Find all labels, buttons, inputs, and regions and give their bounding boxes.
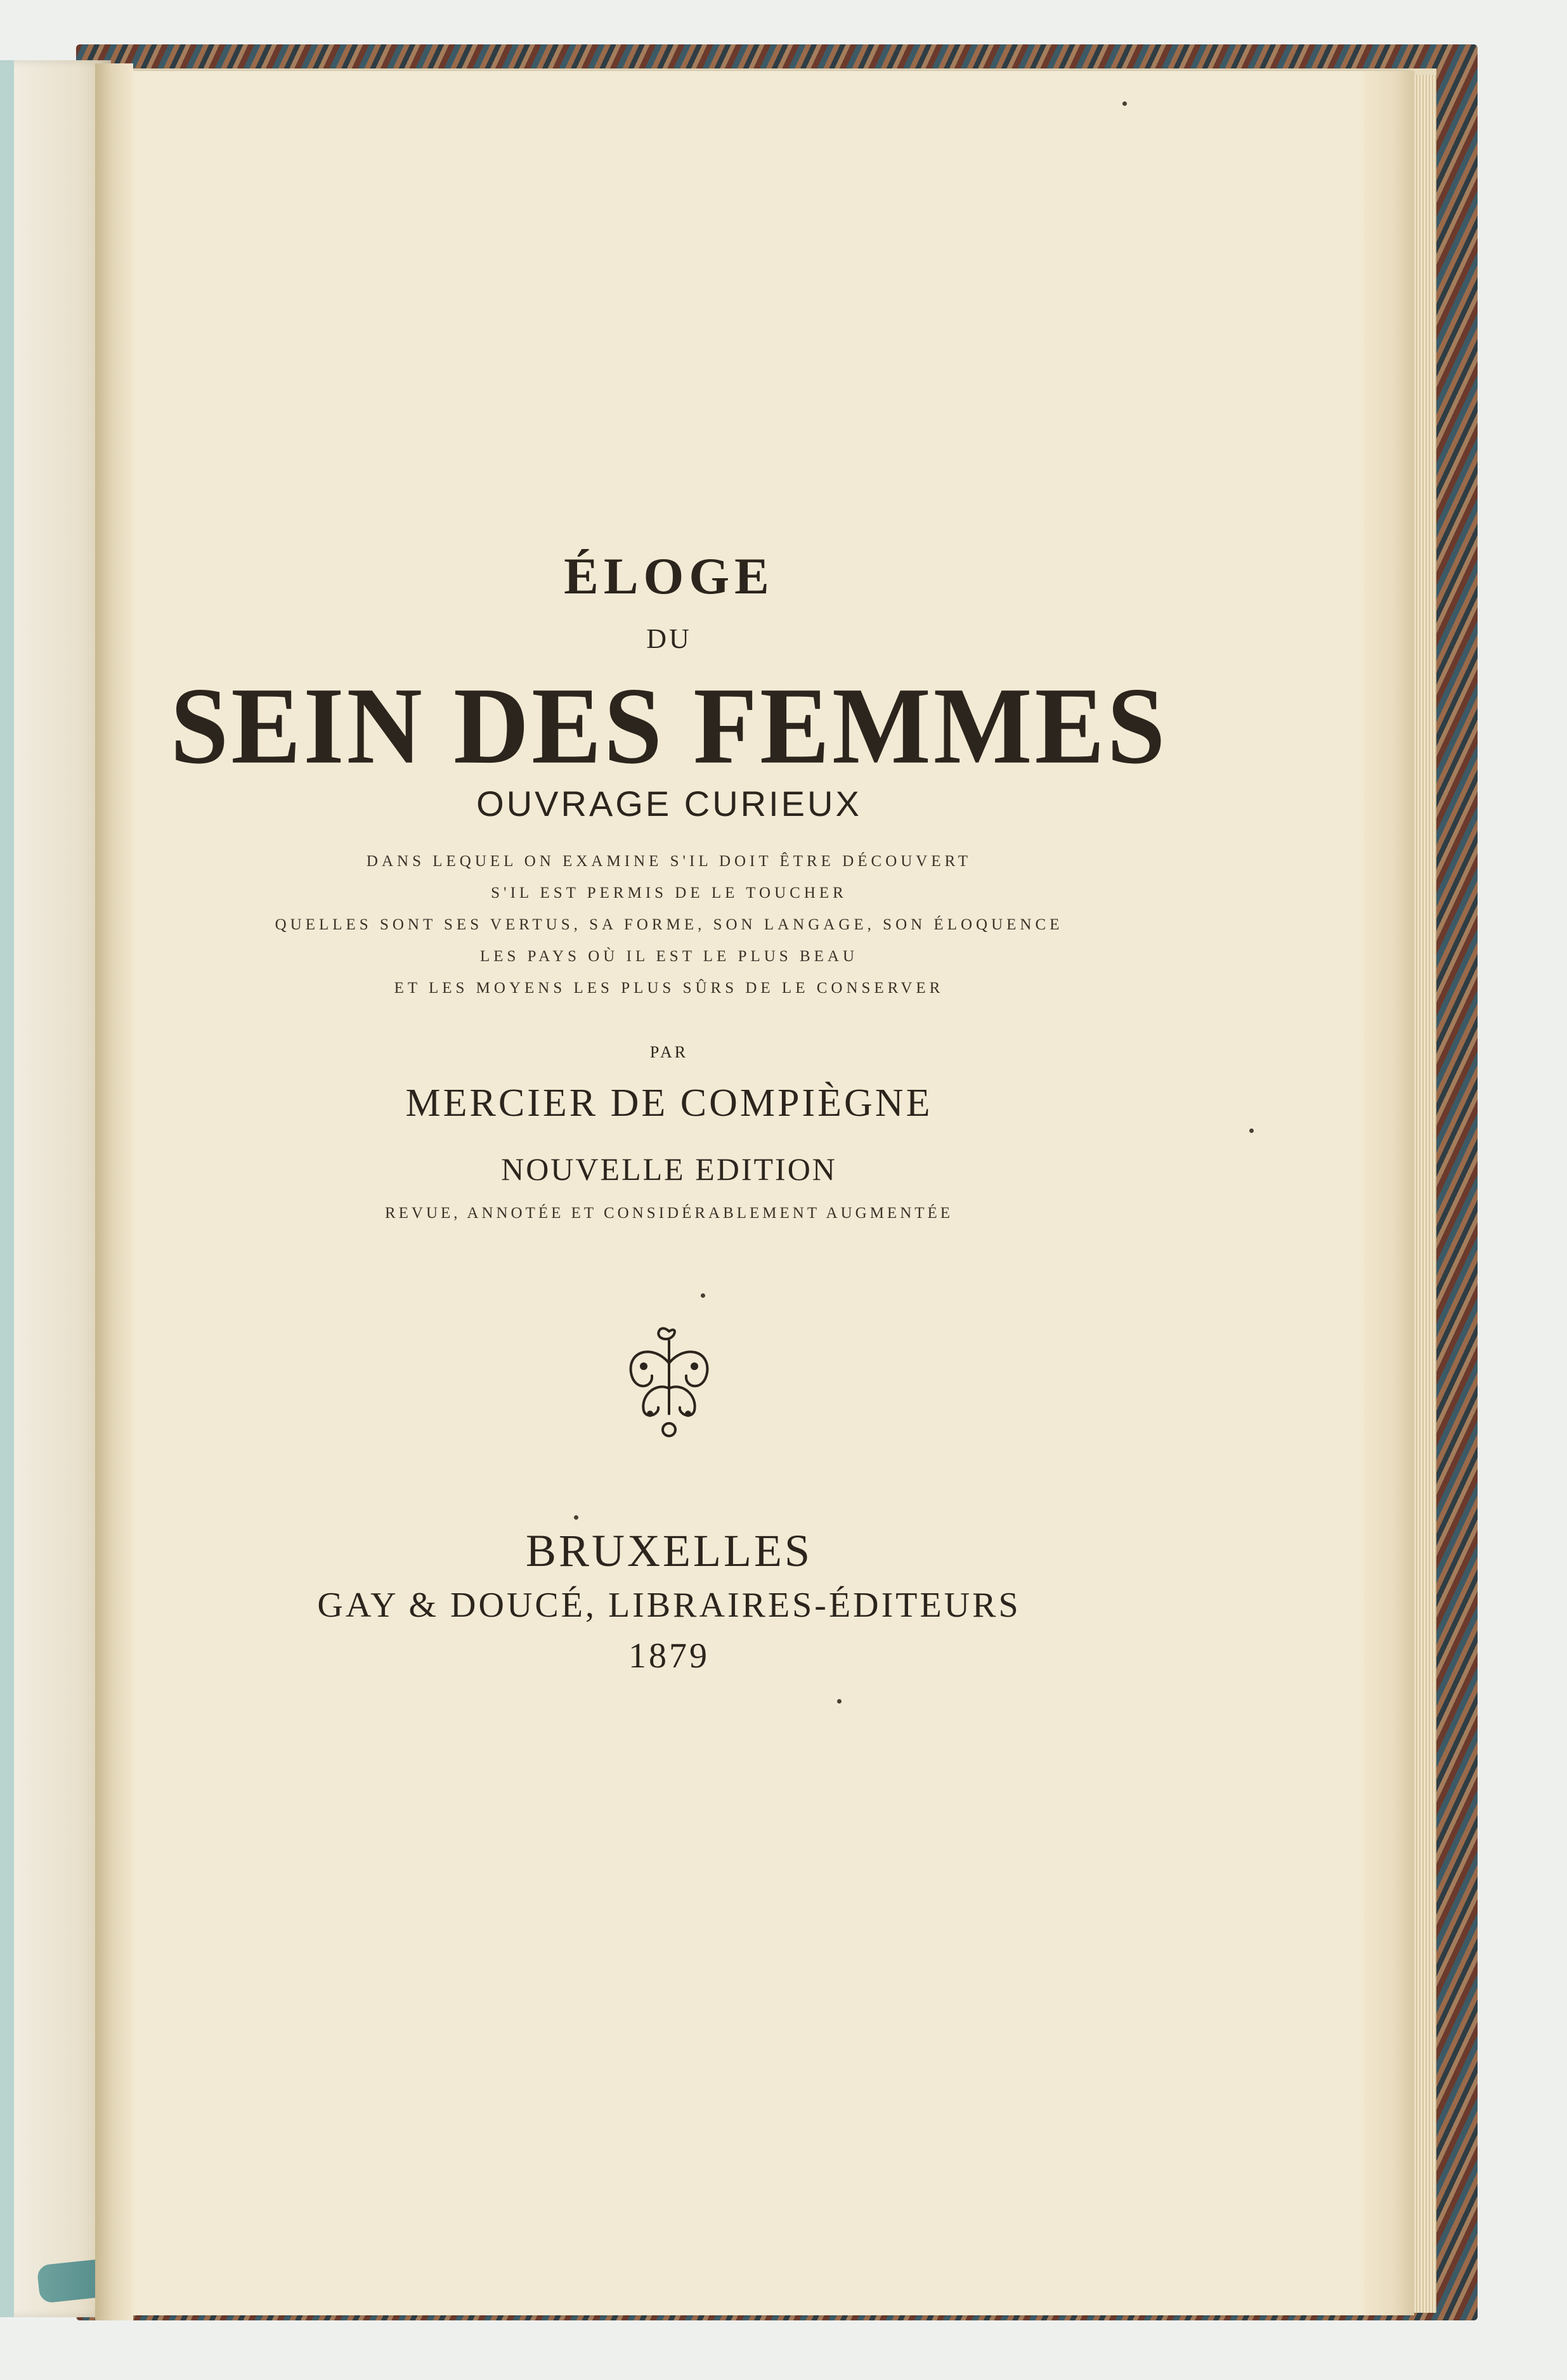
paper-speck [701,1293,705,1298]
binding-cloth [0,60,14,2317]
paper-speck [1249,1129,1254,1133]
left-page [0,60,111,2317]
title-page [117,71,1411,2315]
description-line: DANS LEQUEL ON EXAMINE S'IL DOIT ÊTRE DÉCOUVERT [366,853,972,870]
main-title: SEIN DES FEMMES [170,664,1168,787]
description-line: QUELLES SONT SES VERTUS, SA FORME, SON LANGAGE, SON ÉLOQUENCE [275,916,1063,933]
author-name: MERCIER DE COMPIÈGNE [405,1082,933,1125]
description-line: ET LES MOYENS LES PLUS SÛRS DE LE CONSERVER [394,980,944,997]
description-line: S'IL EST PERMIS DE LE TOUCHER [491,884,847,902]
paper-speck [837,1699,842,1704]
edition-label: NOUVELLE EDITION [501,1151,837,1187]
title-eloge: ÉLOGE [564,547,774,605]
paper-speck [1122,101,1127,106]
by-label: PAR [649,1043,689,1061]
imprint-publisher: GAY & DOUCÉ, LIBRAIRES-ÉDITEURS [317,1586,1021,1625]
imprint-city: BRUXELLES [525,1525,812,1576]
imprint-year: 1879 [628,1636,710,1676]
printers-ornament-icon [615,1319,723,1445]
page-stack-edge [1411,75,1436,2313]
subtitle: OUVRAGE CURIEUX [476,784,862,824]
description-line: LES PAYS OÙ IL EST LE PLUS BEAU [479,948,859,965]
edition-note: REVUE, ANNOTÉE ET CONSIDÉRABLEMENT AUGMENTÉE [384,1205,954,1222]
gutter-shadow [95,63,133,2320]
paper-speck [574,1515,578,1520]
title-du: DU [646,623,692,654]
page-fore-edge [1363,71,1414,2315]
